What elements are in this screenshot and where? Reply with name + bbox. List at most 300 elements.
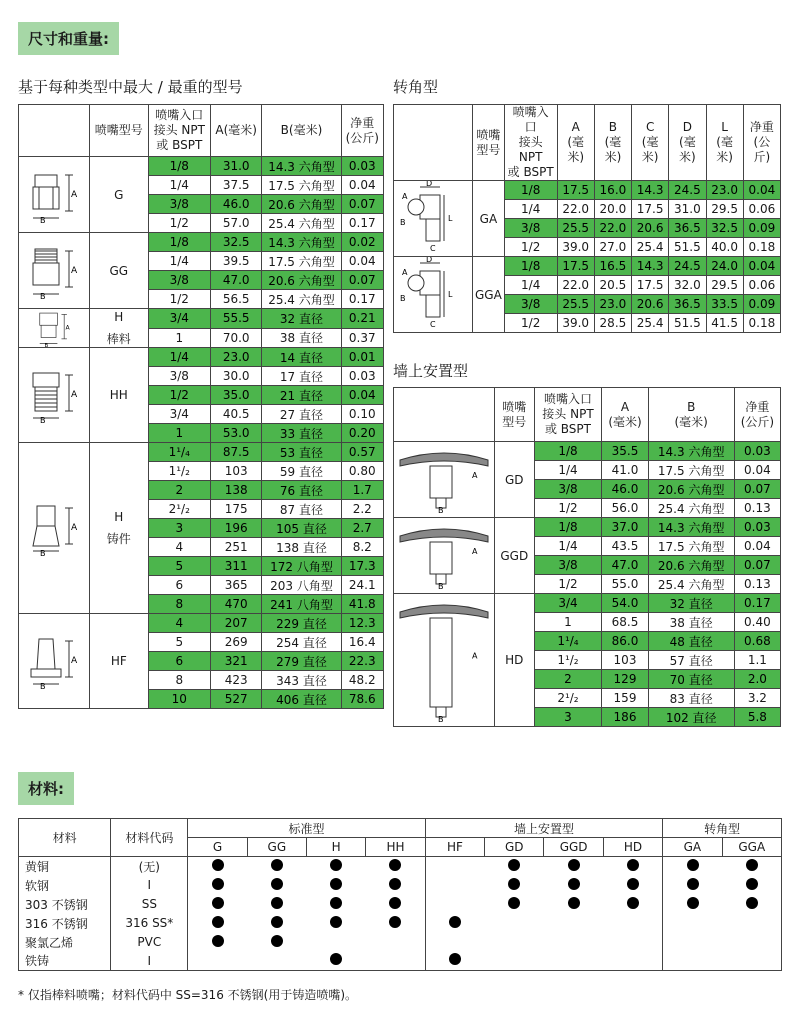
table-cell: 17.5 六角型 <box>648 461 734 480</box>
wall-nozzle-diagram <box>396 442 492 514</box>
table-cell: 0.03 <box>341 157 383 176</box>
table-cell: 59 直径 <box>262 462 341 481</box>
availability-cell <box>603 952 662 971</box>
table-cell: 2¹/₂ <box>148 500 210 519</box>
available-dot-icon <box>568 897 580 909</box>
nozzle-image-cell <box>19 443 90 614</box>
code-column-header: 材料代码 <box>111 819 188 857</box>
availability-cell <box>544 857 603 876</box>
availability-cell <box>722 933 781 952</box>
svg-text:A: A <box>472 547 478 556</box>
table-cell: 32 直径 <box>262 309 341 329</box>
availability-cell <box>485 952 544 971</box>
angle-nozzle-diagram <box>396 181 470 253</box>
table-cell: 39.0 <box>557 314 594 333</box>
table-cell: 1/4 <box>534 537 602 556</box>
group-header: 标准型 <box>188 819 425 838</box>
table-cell: 30.0 <box>210 367 262 386</box>
nozzle-image-cell <box>394 442 495 518</box>
material-column-header: 材料 <box>19 819 111 857</box>
table-cell: 39.0 <box>557 238 594 257</box>
table-cell: 0.06 <box>743 276 780 295</box>
table-cell: 32 直径 <box>648 594 734 613</box>
available-dot-icon <box>212 859 224 871</box>
availability-cell <box>663 876 722 895</box>
table-cell: 24.5 <box>669 257 706 276</box>
type-column-header: HD <box>603 838 662 857</box>
table-cell: 41.5 <box>706 314 743 333</box>
availability-cell <box>366 933 425 952</box>
left-table-subtitle: 基于每种类型中最大 / 最重的型号 <box>18 78 243 96</box>
table-cell: 1/8 <box>148 233 210 252</box>
table-cell: 0.20 <box>341 424 383 443</box>
availability-cell <box>307 895 366 914</box>
available-dot-icon <box>627 859 639 871</box>
table-cell: 3/8 <box>148 195 210 214</box>
table-cell: 8 <box>148 595 210 614</box>
availability-cell <box>485 857 544 876</box>
table-cell: 0.57 <box>341 443 383 462</box>
material-name: 黄铜 <box>19 857 111 876</box>
table-cell: 254 直径 <box>262 633 341 652</box>
table-cell: 37.0 <box>602 518 648 537</box>
table-cell: 54.0 <box>602 594 648 613</box>
material-code: SS <box>111 895 188 914</box>
availability-cell <box>425 895 484 914</box>
availability-cell <box>485 895 544 914</box>
table-cell: 33.5 <box>706 295 743 314</box>
table-cell: 22.3 <box>341 652 383 671</box>
svg-text:B: B <box>438 582 444 590</box>
nozzle-diagram <box>21 633 87 689</box>
availability-cell <box>485 933 544 952</box>
table-cell: 0.13 <box>734 499 780 518</box>
table-cell: 32.0 <box>669 276 706 295</box>
material-row <box>19 895 782 914</box>
table-cell: 76 直径 <box>262 481 341 500</box>
nozzle-type: G <box>90 157 149 233</box>
column-header: C (毫米) <box>632 105 669 181</box>
availability-cell <box>188 876 247 895</box>
column-header: B(毫米) <box>262 105 341 157</box>
table-cell: 87 直径 <box>262 500 341 519</box>
availability-cell <box>663 952 722 971</box>
table-cell: 25.5 <box>557 219 594 238</box>
svg-text:A: A <box>472 471 478 480</box>
table-cell: 29.5 <box>706 200 743 219</box>
table-cell: 6 <box>148 652 210 671</box>
table-cell: 31.0 <box>210 157 262 176</box>
table-cell: 46.0 <box>602 480 648 499</box>
table-cell: 14.3 六角型 <box>648 518 734 537</box>
table-cell: 138 <box>210 481 262 500</box>
availability-cell <box>603 914 662 933</box>
table-cell: 0.03 <box>341 367 383 386</box>
table-cell: 28.5 <box>594 314 631 333</box>
column-header: 净重 (公斤) <box>734 388 780 442</box>
table-cell: 14 直径 <box>262 348 341 367</box>
table-cell: 20.5 <box>594 276 631 295</box>
nozzle-type: GGA <box>473 257 505 333</box>
nozzle-image-cell <box>394 181 473 257</box>
table-cell: 0.04 <box>743 257 780 276</box>
table-row <box>394 181 781 200</box>
available-dot-icon <box>687 897 699 909</box>
availability-cell <box>425 857 484 876</box>
table-cell: 35.0 <box>210 386 262 405</box>
section-header-materials: 材料: <box>18 772 74 805</box>
table-cell: 0.07 <box>734 556 780 575</box>
svg-text:B: B <box>40 291 46 299</box>
table-cell: 17.5 六角型 <box>262 176 341 195</box>
availability-cell <box>425 876 484 895</box>
table-cell: 23.0 <box>210 348 262 367</box>
wall-nozzle-diagram <box>396 518 492 590</box>
available-dot-icon <box>389 859 401 871</box>
table-cell: 1/2 <box>148 214 210 233</box>
table-cell: 22.0 <box>594 219 631 238</box>
available-dot-icon <box>212 897 224 909</box>
svg-text:A: A <box>71 523 78 533</box>
table-cell: 39.5 <box>210 252 262 271</box>
table-cell: 51.5 <box>669 314 706 333</box>
column-header: 喷嘴 型号 <box>473 105 505 181</box>
available-dot-icon <box>271 859 283 871</box>
table-cell: 56.5 <box>210 290 262 309</box>
material-name: 软钢 <box>19 876 111 895</box>
column-header: 喷嘴型号 <box>90 105 149 157</box>
table-cell: 343 直径 <box>262 671 341 690</box>
table-cell: 2 <box>534 670 602 689</box>
svg-text:B: B <box>40 549 46 556</box>
table-cell: 40.5 <box>210 405 262 424</box>
table-cell: 423 <box>210 671 262 690</box>
table-row <box>19 309 384 329</box>
available-dot-icon <box>508 897 520 909</box>
table-cell: 2.0 <box>734 670 780 689</box>
table-cell: 3 <box>534 708 602 727</box>
availability-cell <box>603 895 662 914</box>
material-code: (无) <box>111 857 188 876</box>
table-cell: 1/2 <box>504 238 557 257</box>
availability-cell <box>188 895 247 914</box>
table-cell: 86.0 <box>602 632 648 651</box>
table-cell: 0.18 <box>743 314 780 333</box>
material-name: 316 不锈钢 <box>19 914 111 933</box>
table-cell: 31.0 <box>669 200 706 219</box>
availability-cell <box>425 914 484 933</box>
wall-table-subtitle: 墙上安置型 <box>393 362 469 380</box>
material-row <box>19 857 782 876</box>
availability-cell <box>188 857 247 876</box>
table-cell: 1/8 <box>534 518 602 537</box>
nozzle-diagram <box>21 367 87 423</box>
table-cell: 24.5 <box>669 181 706 200</box>
table-cell: 22.0 <box>557 200 594 219</box>
table-cell: 43.5 <box>602 537 648 556</box>
table-cell: 241 八角型 <box>262 595 341 614</box>
table-cell: 3/8 <box>534 556 602 575</box>
table-cell: 1 <box>148 424 210 443</box>
table-cell: 159 <box>602 689 648 708</box>
material-name: 303 不锈钢 <box>19 895 111 914</box>
table-cell: 37.5 <box>210 176 262 195</box>
table-cell: 4 <box>148 538 210 557</box>
angle-nozzle-diagram <box>396 257 470 329</box>
material-row <box>19 914 782 933</box>
type-column-header: H <box>307 838 366 857</box>
table-cell: 129 <box>602 670 648 689</box>
table-cell: 16.4 <box>341 633 383 652</box>
table-row <box>19 157 384 176</box>
table-cell: 23.0 <box>706 181 743 200</box>
nozzle-type: HD <box>495 594 535 727</box>
availability-cell <box>663 933 722 952</box>
table-cell: 24.0 <box>706 257 743 276</box>
table-cell: 24.1 <box>341 576 383 595</box>
table-cell: 0.37 <box>341 328 383 348</box>
table-cell: 16.5 <box>594 257 631 276</box>
table-cell: 10 <box>148 690 210 709</box>
availability-cell <box>247 857 306 876</box>
table-cell: 0.07 <box>341 271 383 290</box>
table-cell: 0.07 <box>734 480 780 499</box>
table-cell: 51.5 <box>669 238 706 257</box>
table-cell: 3/8 <box>504 295 557 314</box>
table-cell: 41.0 <box>602 461 648 480</box>
table-cell: 0.03 <box>734 518 780 537</box>
available-dot-icon <box>508 859 520 871</box>
availability-cell <box>544 895 603 914</box>
availability-cell <box>722 952 781 971</box>
table-cell: 203 八角型 <box>262 576 341 595</box>
table-cell: 46.0 <box>210 195 262 214</box>
table-cell: 33 直径 <box>262 424 341 443</box>
table-cell: 0.68 <box>734 632 780 651</box>
table-cell: 14.3 六角型 <box>648 442 734 461</box>
nozzle-image-cell <box>394 257 473 333</box>
table-cell: 27.0 <box>594 238 631 257</box>
available-dot-icon <box>330 953 342 965</box>
table-cell: 53.0 <box>210 424 262 443</box>
available-dot-icon <box>330 916 342 928</box>
table-cell: 3 <box>148 519 210 538</box>
table-cell: 1¹/₄ <box>534 632 602 651</box>
table-cell: 25.4 <box>632 314 669 333</box>
table-cell: 470 <box>210 595 262 614</box>
table-cell: 25.4 六角型 <box>648 499 734 518</box>
nozzle-type: GG <box>90 233 149 309</box>
availability-cell <box>603 933 662 952</box>
availability-cell <box>247 876 306 895</box>
wall-nozzle-diagram <box>396 594 492 723</box>
nozzle-type: HH <box>90 348 149 443</box>
table-cell: 20.6 六角型 <box>648 480 734 499</box>
available-dot-icon <box>271 897 283 909</box>
availability-cell <box>722 857 781 876</box>
column-header: B (毫米) <box>648 388 734 442</box>
table-cell: 311 <box>210 557 262 576</box>
table-cell: 105 直径 <box>262 519 341 538</box>
table-cell: 17.5 <box>632 276 669 295</box>
availability-cell <box>425 952 484 971</box>
nozzle-image-cell <box>19 309 90 348</box>
table-cell: 0.17 <box>341 214 383 233</box>
table-cell: 1/8 <box>504 257 557 276</box>
nozzle-diagram <box>21 500 87 556</box>
column-header: 喷嘴 型号 <box>495 388 535 442</box>
table-cell: 0.04 <box>341 386 383 405</box>
available-dot-icon <box>449 916 461 928</box>
table-cell: 5 <box>148 557 210 576</box>
nozzle-type: GGD <box>495 518 535 594</box>
table-cell: 16.0 <box>594 181 631 200</box>
table-cell: 0.09 <box>743 295 780 314</box>
table-row <box>19 614 384 633</box>
material-row <box>19 933 782 952</box>
table-cell: 3/8 <box>148 271 210 290</box>
type-column-header: GD <box>485 838 544 857</box>
svg-text:A: A <box>71 390 78 400</box>
column-header: D (毫米) <box>669 105 706 181</box>
table-cell: 186 <box>602 708 648 727</box>
svg-text:A: A <box>65 324 70 332</box>
table-cell: 0.01 <box>341 348 383 367</box>
material-name: 聚氯乙烯 <box>19 933 111 952</box>
svg-text:A: A <box>71 265 78 276</box>
table-cell: 1/4 <box>148 252 210 271</box>
column-header: B (毫米) <box>594 105 631 181</box>
table-cell: 0.04 <box>341 176 383 195</box>
available-dot-icon <box>212 916 224 928</box>
svg-text:A: A <box>71 656 78 666</box>
table-cell: 25.4 <box>632 238 669 257</box>
column-header: 喷嘴入口 接头 NPT 或 BSPT <box>504 105 557 181</box>
available-dot-icon <box>687 878 699 890</box>
available-dot-icon <box>389 916 401 928</box>
table-cell: 40.0 <box>706 238 743 257</box>
availability-cell <box>366 914 425 933</box>
table-cell: 1/2 <box>534 575 602 594</box>
availability-cell <box>663 914 722 933</box>
available-dot-icon <box>449 953 461 965</box>
material-row <box>19 876 782 895</box>
table-cell: 0.04 <box>341 252 383 271</box>
availability-cell <box>366 876 425 895</box>
table-cell: 55.0 <box>602 575 648 594</box>
table-cell: 6 <box>148 576 210 595</box>
table-cell: 25.4 六角型 <box>648 575 734 594</box>
table-cell: 1/4 <box>504 200 557 219</box>
available-dot-icon <box>389 897 401 909</box>
table-cell: 0.04 <box>734 461 780 480</box>
available-dot-icon <box>687 859 699 871</box>
table-cell: 17.3 <box>341 557 383 576</box>
svg-text:A: A <box>472 651 478 661</box>
material-code: 316 SS* <box>111 914 188 933</box>
table-cell: 23.0 <box>594 295 631 314</box>
table-cell: 83 直径 <box>648 689 734 708</box>
nozzle-image-cell <box>19 348 90 443</box>
table-cell: 56.0 <box>602 499 648 518</box>
table-cell: 0.04 <box>743 181 780 200</box>
svg-text:C: C <box>430 244 436 253</box>
table-cell: 20.6 <box>632 295 669 314</box>
table-cell: 175 <box>210 500 262 519</box>
table-cell: 1/2 <box>148 386 210 405</box>
nozzle-image-cell <box>394 594 495 727</box>
table-cell: 321 <box>210 652 262 671</box>
svg-text:A: A <box>402 268 408 277</box>
table-row <box>394 594 781 613</box>
table-cell: 25.4 六角型 <box>262 214 341 233</box>
table-cell: 57 直径 <box>648 651 734 670</box>
svg-text:D: D <box>426 181 433 188</box>
type-column-header: GA <box>663 838 722 857</box>
column-header: L (毫米) <box>706 105 743 181</box>
available-dot-icon <box>212 935 224 947</box>
table-cell: 1.7 <box>341 481 383 500</box>
table-cell: 3/4 <box>534 594 602 613</box>
availability-cell <box>544 952 603 971</box>
type-column-header: GG <box>247 838 306 857</box>
svg-text:D: D <box>426 257 433 264</box>
table-cell: 3.2 <box>734 689 780 708</box>
availability-cell <box>544 933 603 952</box>
table-cell: 1/8 <box>534 442 602 461</box>
availability-cell <box>663 895 722 914</box>
table-cell: 1/4 <box>504 276 557 295</box>
table-cell: 0.21 <box>341 309 383 329</box>
availability-cell <box>188 914 247 933</box>
table-cell: 2¹/₂ <box>534 689 602 708</box>
table-cell: 14.3 <box>632 257 669 276</box>
table-cell: 17.5 六角型 <box>648 537 734 556</box>
table-cell: 3/4 <box>148 405 210 424</box>
table-cell: 55.5 <box>210 309 262 329</box>
table-cell: 36.5 <box>669 295 706 314</box>
table-cell: 0.17 <box>341 290 383 309</box>
nozzle-diagram <box>21 243 87 299</box>
material-row <box>19 952 782 971</box>
table-cell: 103 <box>602 651 648 670</box>
nozzle-type: GA <box>473 181 505 257</box>
availability-cell <box>247 952 306 971</box>
table-cell: 14.3 六角型 <box>262 233 341 252</box>
available-dot-icon <box>568 859 580 871</box>
table-cell: 279 直径 <box>262 652 341 671</box>
svg-text:B: B <box>40 416 46 423</box>
table-cell: 1/4 <box>534 461 602 480</box>
svg-text:A: A <box>71 189 78 200</box>
availability-cell <box>307 857 366 876</box>
table-cell: 3/4 <box>148 309 210 329</box>
table-cell: 21 直径 <box>262 386 341 405</box>
availability-cell <box>544 876 603 895</box>
angle-table-subtitle: 转角型 <box>393 78 439 96</box>
available-dot-icon <box>746 878 758 890</box>
column-header: A (毫米) <box>557 105 594 181</box>
nozzle-type: HF <box>90 614 149 709</box>
table-cell: 1¹/₂ <box>148 462 210 481</box>
table-cell: 1.1 <box>734 651 780 670</box>
table-cell: 0.04 <box>734 537 780 556</box>
availability-cell <box>307 914 366 933</box>
table-cell: 22.0 <box>557 276 594 295</box>
table-cell: 48.2 <box>341 671 383 690</box>
column-header: 净重 (公斤) <box>743 105 780 181</box>
table-cell: 20.6 <box>632 219 669 238</box>
